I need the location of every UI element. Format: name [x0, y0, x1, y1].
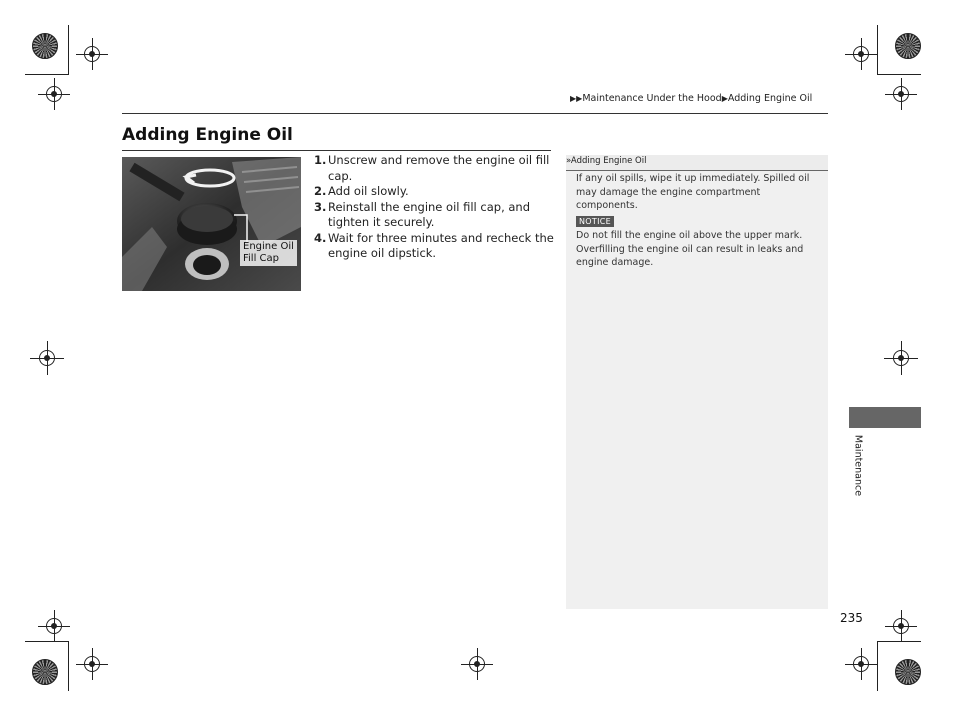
step-item [314, 153, 554, 184]
section-tab-label: Maintenance [852, 434, 864, 497]
step-number: 3. [314, 199, 327, 214]
crop-mark [68, 25, 69, 75]
step-text: Unscrew and remove the engine oil fill cap. [328, 153, 550, 183]
registration-target-icon [32, 33, 58, 59]
registration-target-icon [895, 659, 921, 685]
step-item [314, 184, 554, 200]
notes-panel-title [566, 156, 646, 166]
notice-text: Do not fill the engine oil above the upper mark. Overfilling the engine oil can result in leaks and engine damage. [576, 230, 804, 268]
step-number: 1. [314, 153, 327, 167]
page-number: 235 [840, 611, 863, 625]
notes-paragraph: If any oil spills, wipe it up immediately. Spilled oil may damage the engine compartment components. [576, 173, 810, 211]
procedure-steps [314, 153, 554, 262]
crop-mark [877, 25, 878, 75]
callout-line: Fill Cap [243, 253, 279, 264]
callout-line: Engine Oil [243, 241, 294, 252]
engine-bay-illustration [122, 157, 301, 291]
breadcrumb-separator-icon: ▶ [721, 94, 728, 103]
notice-badge: NOTICE [576, 216, 614, 227]
step-text: Add oil slowly. [328, 184, 409, 198]
step-item [314, 200, 554, 231]
photo-callout-label [240, 240, 297, 266]
crosshair-icon [76, 38, 108, 70]
breadcrumb [570, 93, 812, 104]
crosshair-icon [76, 648, 108, 680]
crop-mark [877, 641, 878, 691]
crosshair-icon [38, 78, 70, 110]
crop-mark [877, 641, 921, 642]
reference-arrow-icon: » [566, 156, 571, 166]
breadcrumb-arrow-icon: ▶▶ [570, 94, 583, 103]
crosshair-icon [461, 648, 493, 680]
registration-target-icon [32, 659, 58, 685]
step-number: 2. [314, 184, 327, 198]
registration-target-icon [895, 33, 921, 59]
breadcrumb-parent-link[interactable]: Maintenance Under the Hood [582, 93, 722, 104]
crosshair-icon [885, 610, 917, 642]
page-title: Adding Engine Oil [122, 125, 293, 145]
crop-mark [25, 641, 69, 642]
crop-mark [25, 74, 69, 75]
crop-mark [877, 74, 921, 75]
title-divider [122, 150, 551, 151]
header-divider [122, 113, 828, 114]
crosshair-icon [884, 341, 918, 375]
crosshair-icon [885, 78, 917, 110]
crosshair-icon [845, 38, 877, 70]
breadcrumb-current: Adding Engine Oil [727, 93, 813, 104]
step-number: 4. [314, 230, 327, 245]
notes-panel-title-text: Adding Engine Oil [570, 156, 647, 166]
step-item [314, 231, 554, 262]
crosshair-icon [30, 341, 64, 375]
step-text: Reinstall the engine oil fill cap, and tighten it securely. [328, 199, 531, 229]
step-text: Wait for three minutes and recheck the engine oil dipstick. [328, 230, 554, 260]
engine-oil-fill-cap-photo [122, 157, 301, 291]
crosshair-icon [845, 648, 877, 680]
crop-mark [68, 641, 69, 691]
crosshair-icon [38, 610, 70, 642]
